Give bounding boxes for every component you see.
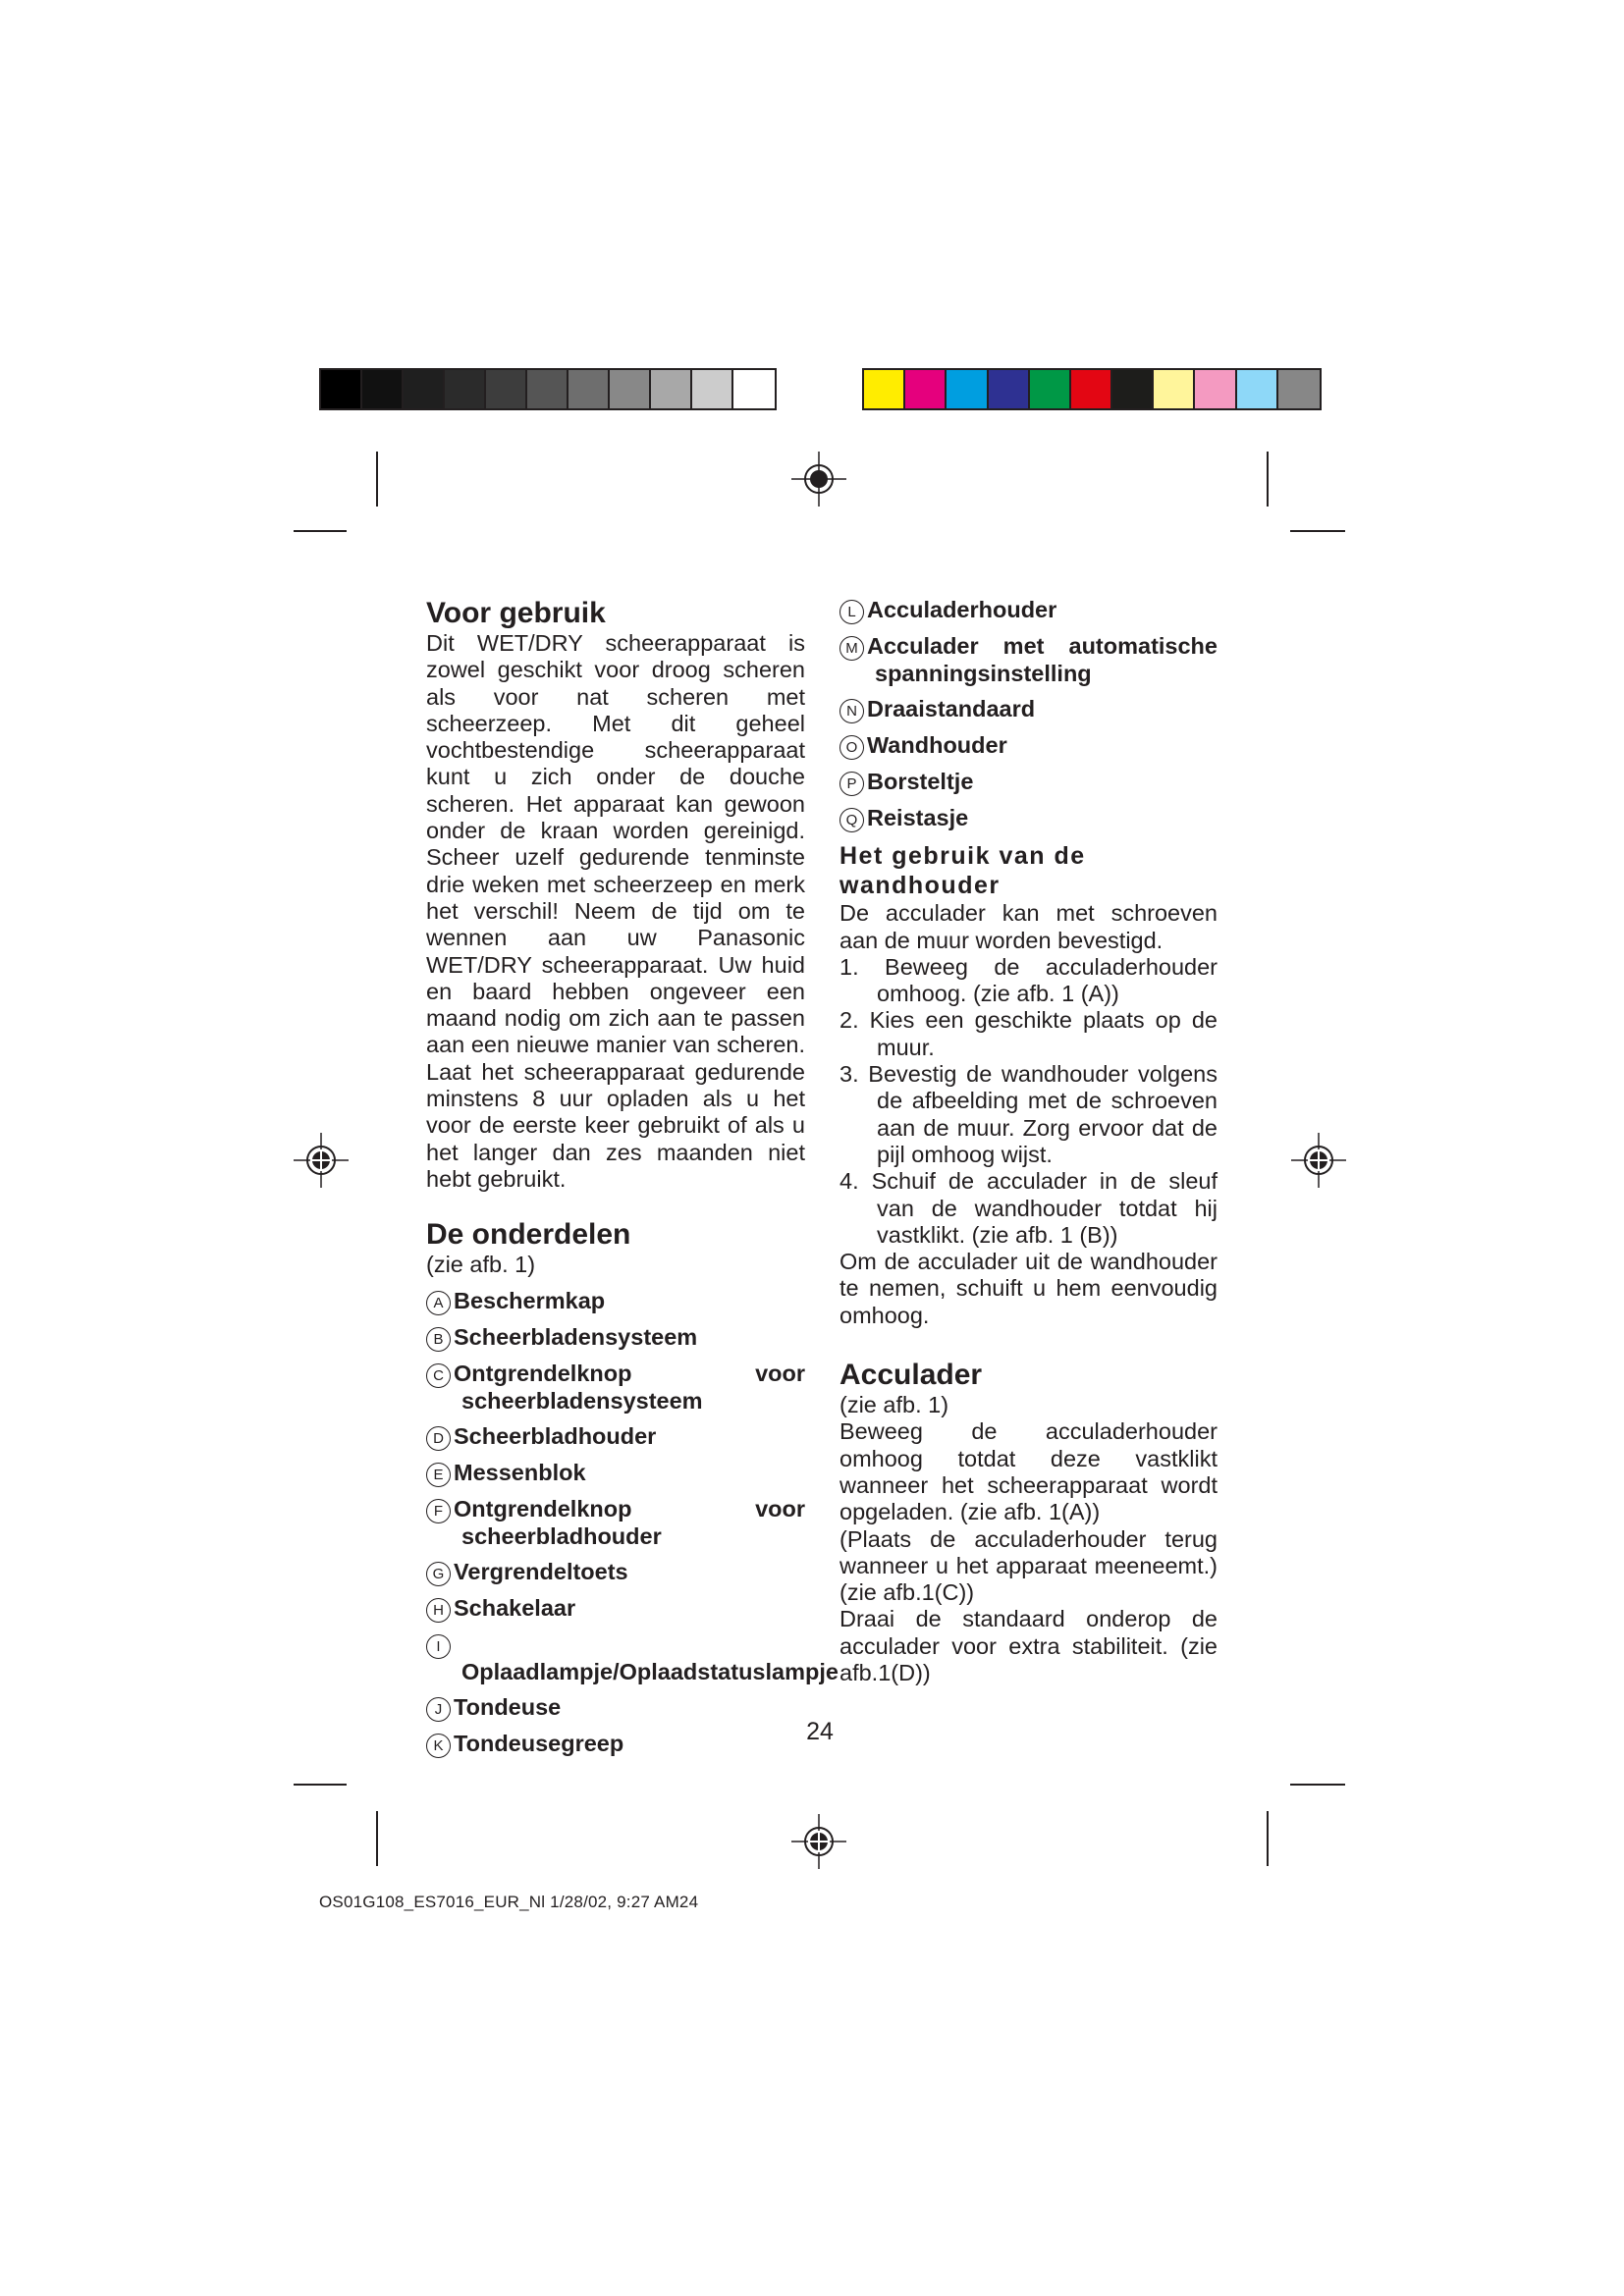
letter-badge: P <box>839 772 864 796</box>
list-item <box>839 732 1218 760</box>
letter-badge: E <box>426 1463 451 1487</box>
print-slug-footer: OS01G108_ES7016_EUR_Nl 1/28/02, 9:27 AM24 <box>319 1893 699 1911</box>
heading-voor-gebruik: Voor gebruik <box>426 597 606 629</box>
part-label: Messenblok <box>454 1459 586 1485</box>
letter-badge: K <box>426 1734 451 1758</box>
color-swatch <box>989 370 1030 408</box>
registration-mark-icon <box>791 1814 846 1869</box>
gray-swatch <box>445 370 486 408</box>
color-swatch <box>864 370 905 408</box>
part-label: Scheerbladhouder <box>454 1422 657 1449</box>
color-swatch <box>1071 370 1112 408</box>
registration-mark-icon <box>1291 1133 1346 1188</box>
letter-badge: M <box>839 636 864 661</box>
list-item: 2. Kies een geschikte plaats op de muur. <box>839 1007 1218 1060</box>
letter-badge: J <box>426 1697 451 1722</box>
heading-wandhouder: Het gebruik van de wandhouder <box>839 842 1086 900</box>
part-label: Schakelaar <box>454 1595 576 1622</box>
registration-mark-icon <box>791 452 846 507</box>
voor-gebruik-text: Dit WET/DRY scheerapparaat is zowel geschikt voor droog scheren als voor nat scheren met scheerzeep. Met dit geheel vochtbestendige scheerapparaat kunt u zich onder de douche scheren. Het apparaat kan gewoon onder de kraan worden gereinigd. Scheer uzelf gedurende tenminste drie weken met scheerzeep en merk het verschil! Neem de tijd om te wennen aan uw Panasonic WET/DRY scheerapparaat. Uw huid en baard hebben ongeveer een maand nodig om zich aan te passen aan een nieuwe manier van scheren. Laat het scheerapparaat gedurende minstens 8 uur opladen als u het voor de eerste keer gebruikt of als u het langer dan zes maanden niet hebt gebruikt. <box>426 630 805 1192</box>
part-label: Acculaderhouder <box>867 597 1057 622</box>
crop-mark <box>1267 452 1269 507</box>
gray-swatch <box>651 370 692 408</box>
gray-swatch <box>610 370 651 408</box>
list-item <box>839 597 1218 624</box>
part-label: Wandhouder <box>867 732 1007 759</box>
part-label: Scheerbladensysteem <box>454 1323 698 1350</box>
list-item <box>426 1631 839 1685</box>
color-swatch <box>1237 370 1278 408</box>
letter-badge: H <box>426 1598 451 1623</box>
crop-mark <box>1267 1811 1269 1866</box>
gray-swatch <box>362 370 404 408</box>
wandhouder-intro: De acculader kan met schroeven aan de muur worden bevestigd. <box>839 900 1218 953</box>
list-item: 4. Schuif de acculader in de sleuf van de wandhouder totdat hij vastklikt. (zie afb. 1 (B)) <box>839 1168 1218 1248</box>
list-item <box>839 696 1218 723</box>
list-item <box>839 805 1218 832</box>
letter-badge: N <box>839 699 864 723</box>
gray-swatch <box>692 370 733 408</box>
part-label: Ontgrendelknop voor scheerbladhouder <box>454 1495 805 1549</box>
onderdelen-figure-ref: (zie afb. 1) <box>426 1252 536 1278</box>
letter-badge: D <box>426 1426 451 1451</box>
letter-badge: C <box>426 1363 451 1388</box>
list-item <box>426 1559 805 1586</box>
part-label: Vergrendeltoets <box>454 1559 628 1585</box>
crop-mark <box>294 1784 347 1786</box>
part-label: Acculader met automatische spanningsinstelling <box>867 633 1218 686</box>
color-calibration-bar <box>862 368 1322 410</box>
wandhouder-outro: Om de acculader uit de wandhouder te nemen, schuift u hem eenvoudig omhoog. <box>839 1249 1218 1328</box>
heading-acculader: Acculader <box>839 1359 983 1392</box>
list-item: 3. Bevestig de wandhouder volgens de afbeelding met de schroeven aan de muur. Zorg ervoor dat de pijl omhoog wijst. <box>839 1061 1218 1167</box>
gray-swatch <box>404 370 445 408</box>
list-item <box>426 1460 805 1487</box>
parts-list-continued <box>839 597 1218 832</box>
crop-mark <box>294 530 347 532</box>
part-label: Ontgrendelknop voor scheerbladensysteem <box>454 1360 805 1414</box>
list-item <box>426 1423 805 1451</box>
wandhouder-steps <box>839 954 1218 1249</box>
part-label: Reistasje <box>867 805 969 831</box>
part-label: Oplaadlampje/Oplaadstatuslampje <box>461 1659 839 1685</box>
list-item <box>426 1595 805 1623</box>
letter-badge: F <box>426 1499 451 1523</box>
color-swatch <box>1112 370 1154 408</box>
letter-badge: L <box>839 600 864 624</box>
color-swatch <box>947 370 988 408</box>
part-label: Beschermkap <box>454 1287 606 1313</box>
part-label: Draaistandaard <box>867 696 1036 722</box>
acculader-paragraph: Beweeg de acculaderhouder omhoog totdat deze vastklikt wanneer het scheerapparaat wordt opgeladen. (zie afb. 1(A)) <box>839 1418 1218 1525</box>
color-swatch <box>1195 370 1236 408</box>
color-swatch <box>1030 370 1071 408</box>
crop-mark <box>1290 1784 1345 1786</box>
list-item <box>426 1694 805 1722</box>
crop-mark <box>376 1811 378 1866</box>
part-label: Tondeusegreep <box>454 1731 624 1757</box>
gray-swatch <box>527 370 568 408</box>
letter-badge: G <box>426 1562 451 1586</box>
gray-swatch <box>486 370 527 408</box>
gray-swatch <box>321 370 362 408</box>
letter-badge: I <box>426 1634 451 1659</box>
list-item <box>426 1361 805 1415</box>
color-swatch <box>905 370 947 408</box>
acculader-paragraph: Draai de standaard onderop de acculader voor extra stabiliteit. (zie afb.1(D)) <box>839 1606 1218 1686</box>
grayscale-calibration-bar <box>319 368 777 410</box>
letter-badge: O <box>839 735 864 760</box>
gray-swatch <box>733 370 775 408</box>
acculader-figure-ref: (zie afb. 1) <box>839 1392 949 1418</box>
list-item <box>839 633 1218 687</box>
page-number: 24 <box>806 1718 834 1745</box>
letter-badge: B <box>426 1327 451 1352</box>
registration-mark-icon <box>294 1133 349 1188</box>
list-item <box>426 1324 805 1352</box>
crop-mark <box>376 452 378 507</box>
color-swatch <box>1278 370 1320 408</box>
crop-mark <box>1290 530 1345 532</box>
list-item <box>426 1288 805 1315</box>
list-item <box>426 1731 805 1758</box>
letter-badge: Q <box>839 808 864 832</box>
letter-badge: A <box>426 1291 451 1315</box>
acculader-paragraph: (Plaats de acculaderhouder terug wanneer u het apparaat meeneemt.) (zie afb.1(C)) <box>839 1525 1218 1606</box>
color-swatch <box>1154 370 1195 408</box>
part-label: Tondeuse <box>454 1694 562 1721</box>
heading-onderdelen: De onderdelen <box>426 1218 631 1252</box>
gray-swatch <box>568 370 610 408</box>
part-label: Borsteltje <box>867 769 974 795</box>
list-item <box>839 769 1218 796</box>
right-column <box>839 597 1218 1686</box>
list-item: 1. Beweeg de acculaderhouder omhoog. (zie afb. 1 (A)) <box>839 953 1218 1007</box>
list-item <box>426 1496 805 1550</box>
